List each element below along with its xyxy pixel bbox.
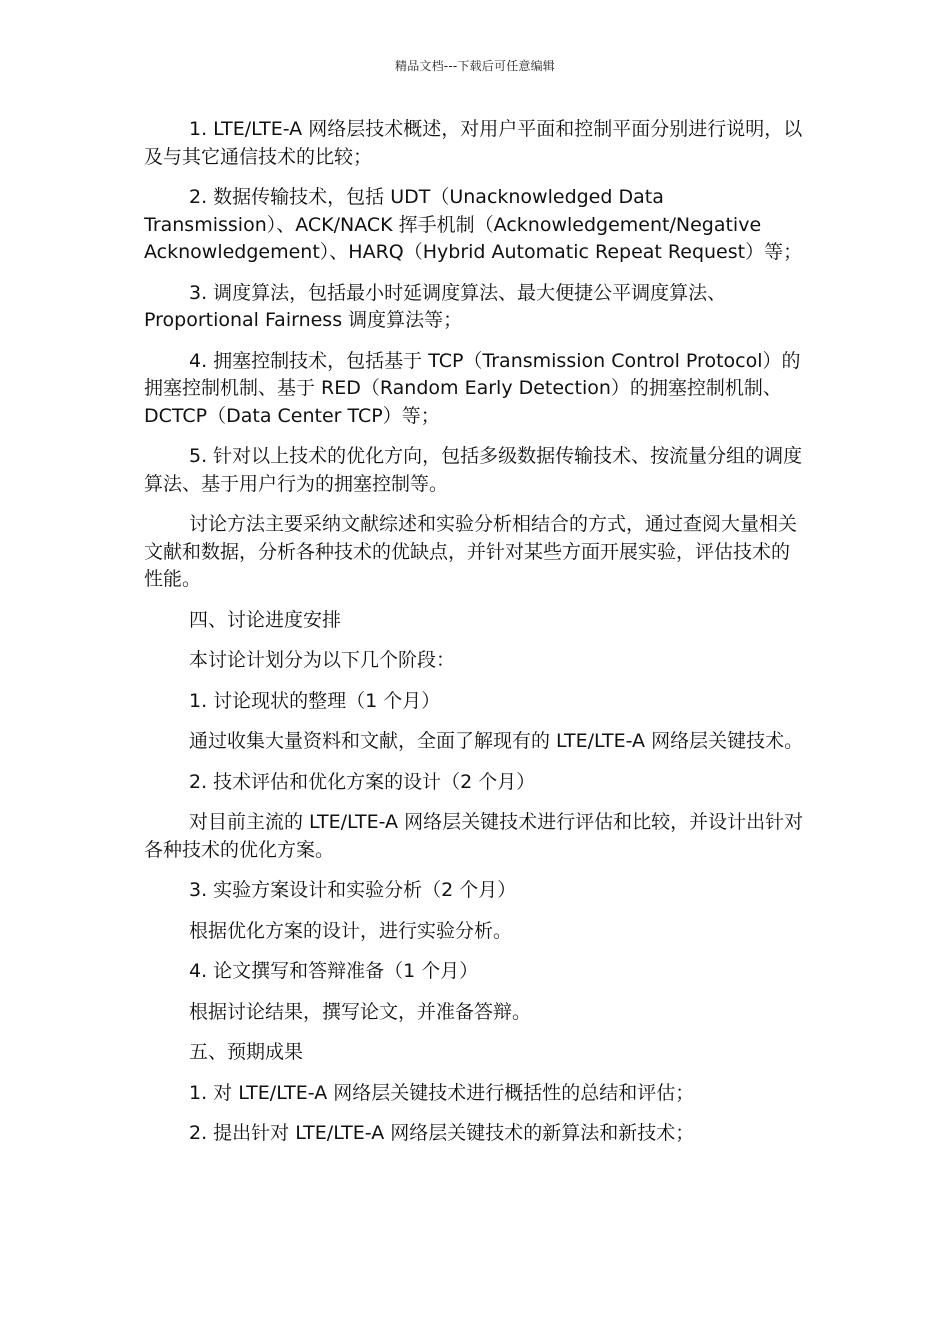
schedule-stage-1-desc: 通过收集大量资料和文献，全面了解现有的 LTE/LTE-A 网络层关键技术。 (189, 730, 804, 752)
schedule-stage-2-desc: 对目前主流的 LTE/LTE-A 网络层关键技术进行评估和比较，并设计出针对各种技术的优化方案。 (144, 811, 804, 861)
schedule-stage-4: 4. 论文撰写和答辩准备（1 个月） (189, 960, 479, 982)
paragraph-item-2: 2. 数据传输技术，包括 UDT（Unacknowledged Data Transmission）、ACK/NACK 挥手机制（Acknowledgement/Negative Acknowledgement）、HARQ（Hybrid Automatic Repeat Request）等； (144, 186, 803, 263)
schedule-stage-3: 3. 实验方案设计和实验分析（2 个月） (189, 879, 517, 901)
paragraph-schedule-intro: 本讨论计划分为以下几个阶段： (189, 649, 456, 671)
schedule-stage-3-desc: 根据优化方案的设计，进行实验分析。 (189, 919, 513, 942)
page-header: 精品文档---下载后可任意编辑 (395, 59, 555, 73)
paragraph-item-1: 1. LTE/LTE-A 网络层技术概述，对用户平面和控制平面分别进行说明，以及与其它通信技术的比较； (144, 118, 803, 168)
outcome-item-1: 1. 对 LTE/LTE-A 网络层关键技术进行概括性的总结和评估； (189, 1081, 695, 1104)
paragraph-item-3: 3. 调度算法，包括最小时延调度算法、最大便捷公平调度算法、Proportional Fairness 调度算法等； (144, 281, 727, 331)
paragraph-item-5: 5. 针对以上技术的优化方向，包括多级数据传输技术、按流量分组的调度算法、基于用户行为的拥塞控制等。 (144, 445, 803, 495)
schedule-stage-2: 2. 技术评估和优化方案的设计（2 个月） (189, 770, 536, 793)
paragraph-item-4: 4. 拥塞控制技术，包括基于 TCP（Transmission Control Protocol）的拥塞控制机制、基于 RED（Random Early Detection）的拥塞控制机制、DCTCP（Data Center TCP）等； (144, 349, 801, 427)
document-body (144, 116, 806, 1161)
section-heading-schedule: 四、讨论进度安排 (189, 608, 342, 631)
schedule-stage-1: 1. 讨论现状的整理（1 个月） (189, 689, 441, 712)
schedule-stage-4-desc: 根据讨论结果，撰写论文，并准备答辩。 (189, 1000, 532, 1023)
outcome-item-2: 2. 提出针对 LTE/LTE-A 网络层关键技术的新算法和新技术； (189, 1122, 695, 1144)
section-heading-outcomes: 五、预期成果 (189, 1041, 304, 1063)
paragraph-method: 讨论方法主要采纳文献综述和实验分析相结合的方式，通过查阅大量相关文献和数据，分析各种技术的优缺点，并针对某些方面开展实验，评估技术的性能。 (144, 513, 798, 590)
